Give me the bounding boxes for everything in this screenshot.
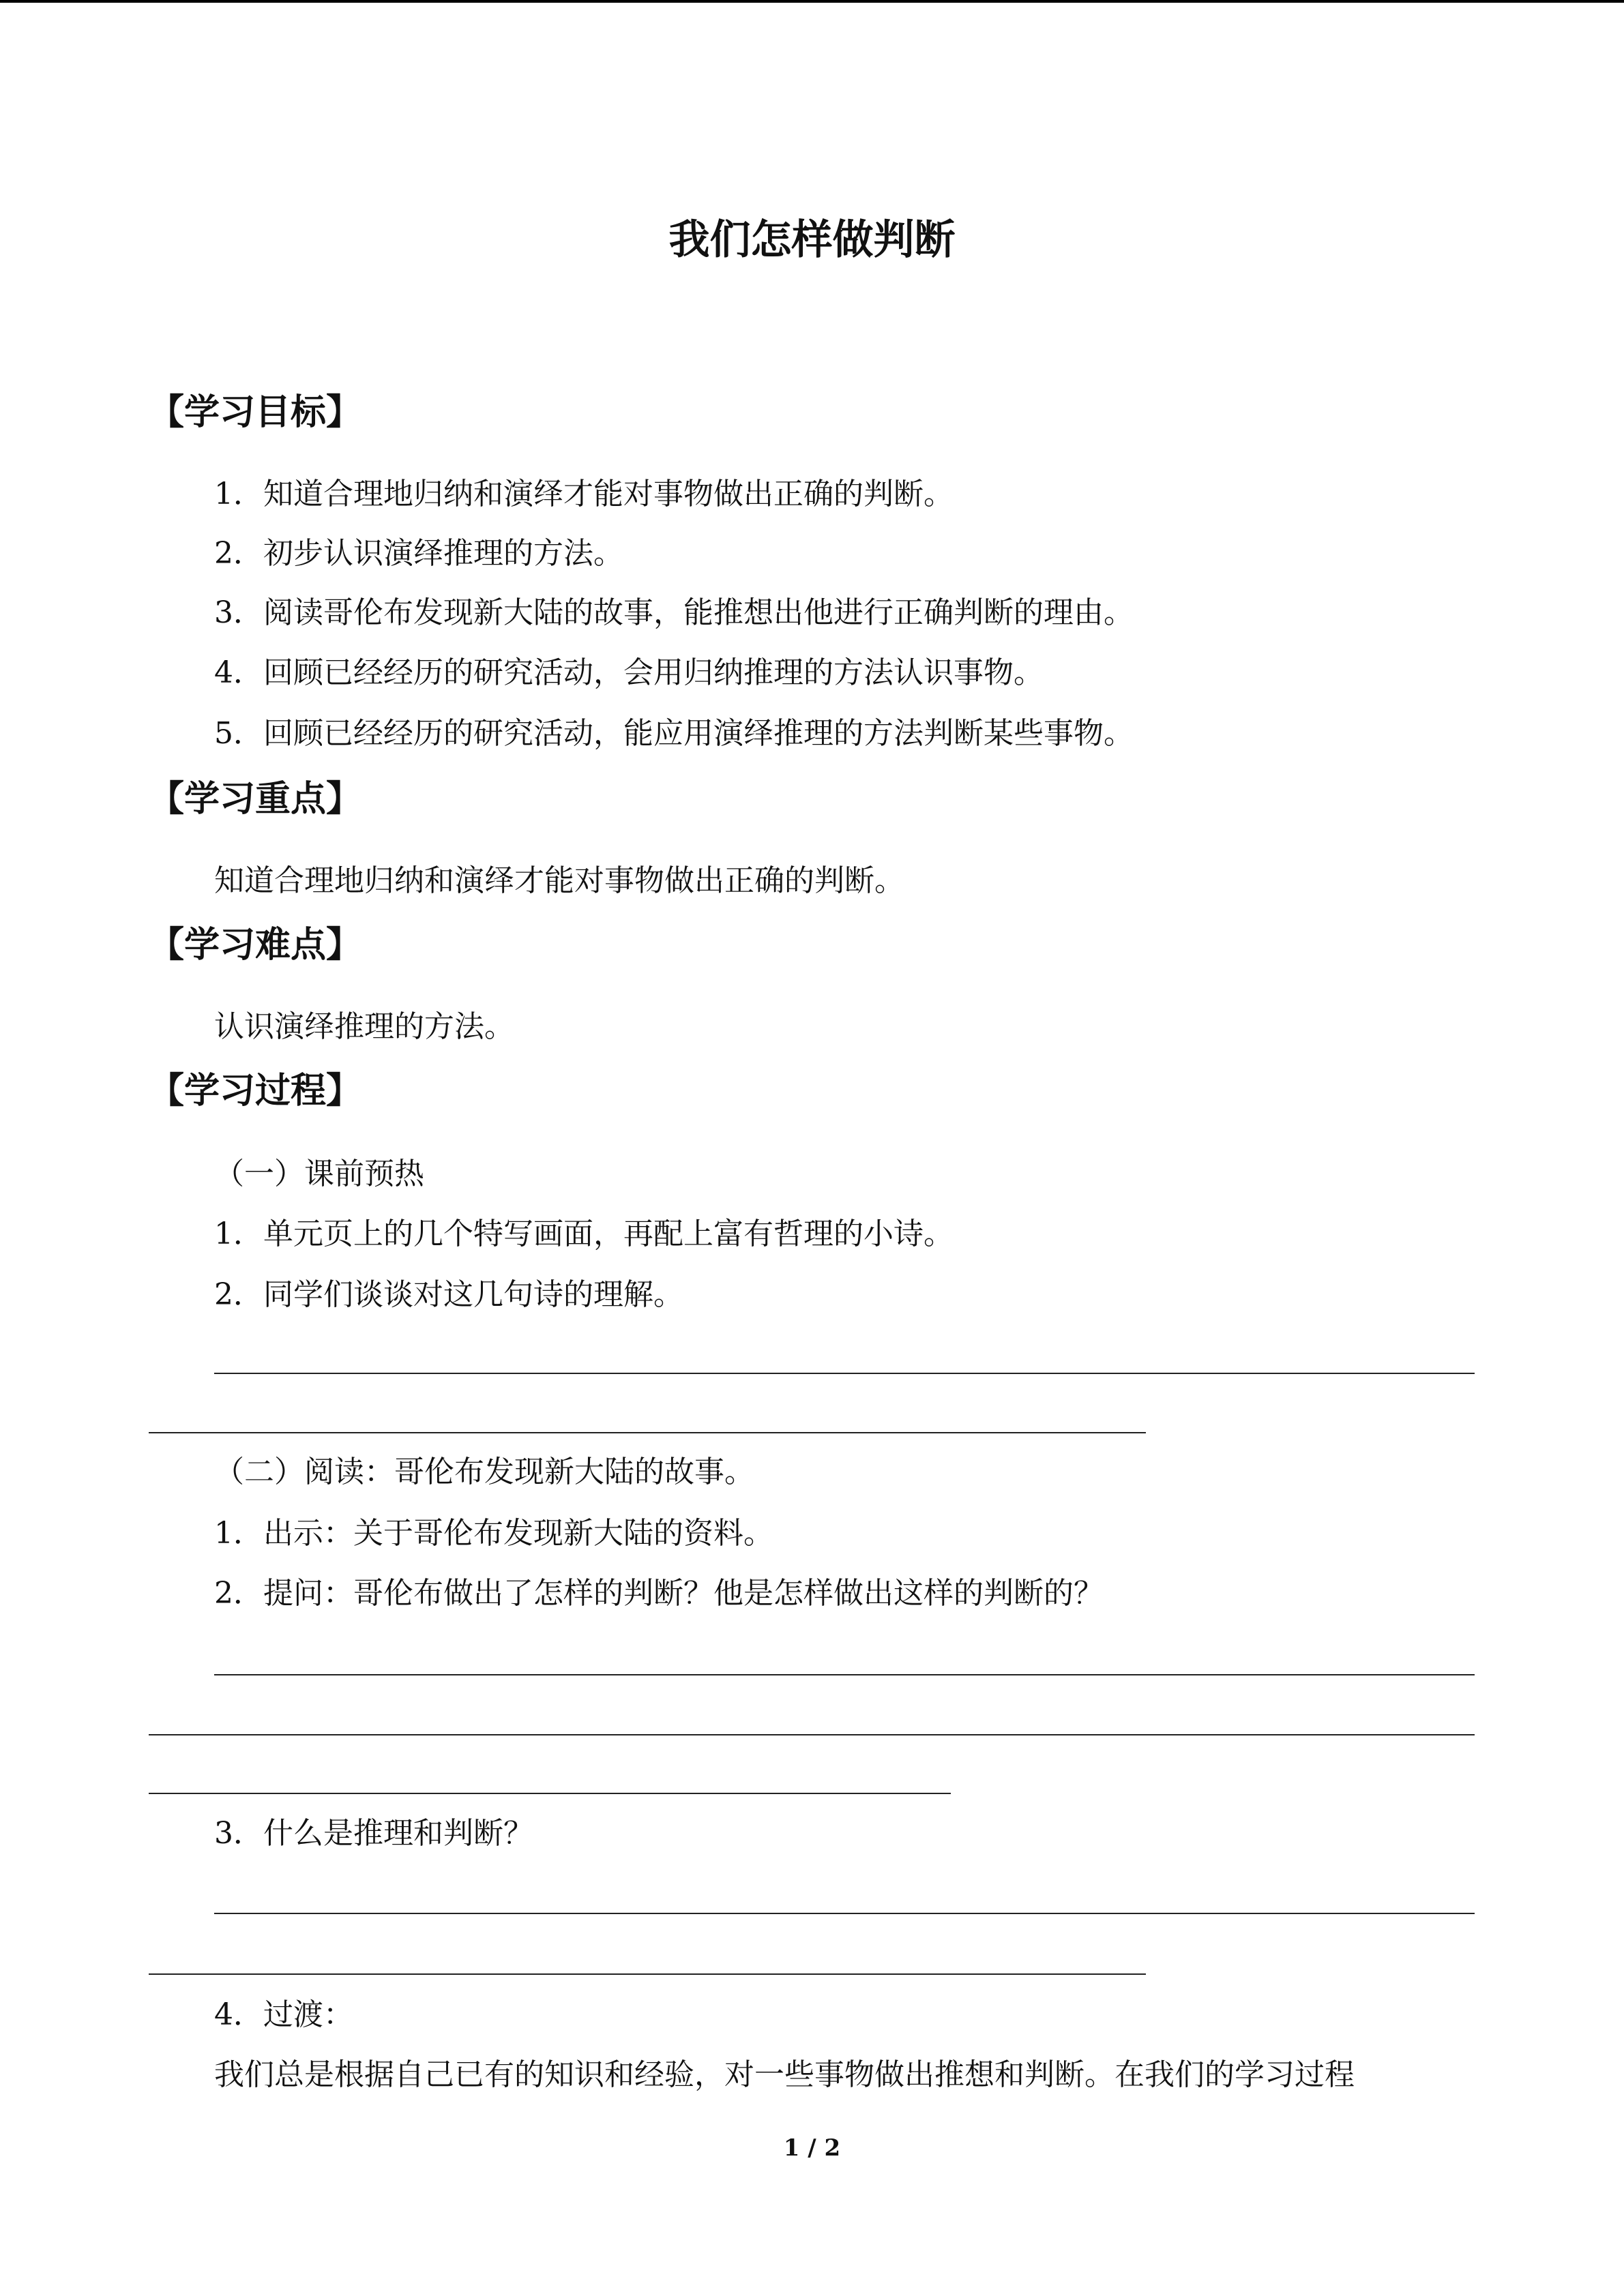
objective-item-2: 2．初步认识演绎推理的方法。 — [214, 536, 623, 571]
objective-item-5: 5．回顾已经经历的研究活动，能应用演绎推理的方法判断某些事物。 — [214, 716, 1134, 751]
part1-label: （一）课前预热 — [214, 1157, 424, 1191]
transition-text: 我们总是根据自己已有的知识和经验，对一些事物做出推想和判断。在我们的学习过程 — [214, 2057, 1355, 2092]
objective-item-1: 1．知道合理地归纳和演绎才能对事物做出正确的判断。 — [214, 477, 954, 511]
objective-item-3: 3．阅读哥伦布发现新大陆的故事，能推想出他进行正确判断的理由。 — [214, 595, 1134, 630]
part2-item-1: 1．出示：关于哥伦布发现新大陆的资料。 — [214, 1516, 773, 1551]
answer-line — [149, 1973, 1146, 1975]
answer-line — [149, 1432, 1146, 1433]
objectives-heading: 【学习目标】 — [149, 392, 362, 433]
key-points-text: 知道合理地归纳和演绎才能对事物做出正确的判断。 — [214, 863, 904, 898]
part2-question-3: 3．什么是推理和判断？ — [214, 1816, 533, 1851]
answer-line — [149, 1734, 1475, 1735]
objective-item-4: 4．回顾已经经历的研究活动，会用归纳推理的方法认识事物。 — [214, 655, 1044, 690]
answer-line — [214, 1913, 1475, 1914]
part2-label: （二）阅读：哥伦布发现新大陆的故事。 — [214, 1455, 754, 1489]
part1-item-1: 1．单元页上的几个特写画面，再配上富有哲理的小诗。 — [214, 1217, 954, 1251]
page-title: 我们怎样做判断 — [668, 216, 956, 264]
page-top-border — [0, 0, 1624, 3]
part2-item-2: 2．提问：哥伦布做出了怎样的判断？他是怎样做出这样的判断的？ — [214, 1576, 1104, 1611]
part2-question-4: 4．过渡： — [214, 1997, 353, 2032]
answer-line — [149, 1793, 951, 1794]
process-heading: 【学习过程】 — [149, 1071, 362, 1112]
part1-item-2: 2．同学们谈谈对这几句诗的理解。 — [214, 1277, 683, 1312]
page-number: 1 / 2 — [783, 2134, 841, 2162]
difficulties-text: 认识演绎推理的方法。 — [214, 1009, 514, 1044]
difficulties-heading: 【学习难点】 — [149, 925, 362, 966]
answer-line — [214, 1373, 1475, 1374]
key-points-heading: 【学习重点】 — [149, 779, 362, 820]
answer-line — [214, 1674, 1475, 1675]
